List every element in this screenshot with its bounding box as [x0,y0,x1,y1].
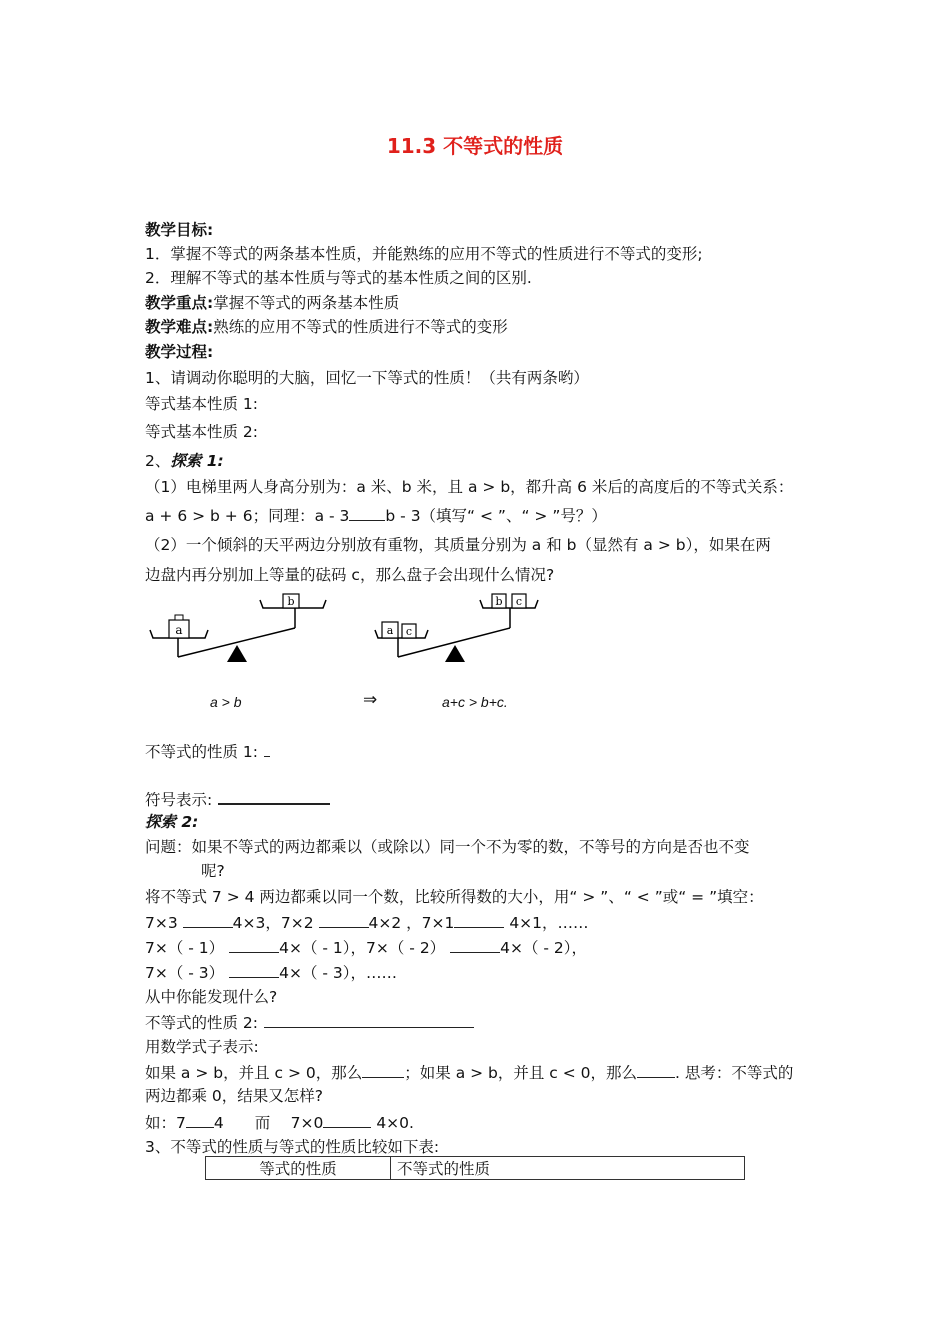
table-row [206,1157,745,1180]
answer-blank[interactable] [362,1062,404,1078]
if-text: 如果 a > b，并且 c > 0，那么 [145,1064,363,1082]
expr: 4×（ - 1），7×（ - 2） [279,939,446,957]
equality-prop-1: 等式基本性质 1: [145,395,259,413]
answer-blank[interactable] [186,1112,214,1128]
explore1-label: 2、 [145,452,171,470]
answer-blank[interactable] [229,937,279,953]
inequality-prop-1 [145,741,270,762]
discover-question: 从中你能发现什么? [145,988,278,1006]
formula-left: a > b [210,694,242,710]
if-text: . 思考：不等式的 [675,1064,794,1082]
formula-right: a+c > b+c. [442,694,508,710]
explore1-title: 探索 1: [170,452,224,470]
example-text: 4 而 7×0 [213,1114,324,1132]
weight-a-label: a [175,623,183,637]
inequality-prop-2-blank[interactable] [264,1012,474,1028]
table-header-equality: 等式的性质 [206,1157,391,1180]
table-header-inequality: 不等式的性质 [391,1157,745,1180]
example-text: 4×0. [376,1114,414,1132]
comparison-table [205,1156,745,1180]
explore1-q2-line1: （2）一个倾斜的天平两边分别放有重物，其质量分别为 a 和 b（显然有 a > b），如果在两 [145,536,771,554]
objective-2: 2．理解不等式的基本性质与等式的基本性质之间的区别. [145,269,532,287]
implies-arrow: ⇒ [363,690,378,709]
inequality-prop-1-blank[interactable] [264,741,270,757]
answer-blank[interactable] [319,912,369,928]
explore2-question-1: 问题：如果不等式的两边都乘以（或除以）同一个不为零的数，不等号的方向是否也不变 [145,838,750,856]
expr: 7×（ - 3） [145,964,225,982]
expr: 4×1，…… [509,914,589,932]
compare-row-2 [145,937,587,958]
symbol-label: 符号表示: [145,791,213,809]
key-point-text: 掌握不等式的两条基本性质 [213,294,400,312]
fulcrum-icon [227,645,247,662]
symbol-row [145,788,330,810]
key-point-label: 教学重点: [145,294,214,312]
fulcrum-icon [445,645,465,662]
explore2-instruction: 将不等式 7 > 4 两边都乘以同一个数，比较所得数的大小，用“ > ”、“ < ”或“ = ”填空： [145,888,764,906]
expr: 7×3 [145,914,178,932]
compare-row-3 [145,962,397,983]
explore1-q2-line2: 边盘内再分别加上等量的砝码 c，那么盘子会出现什么情况? [145,566,555,584]
example-line [145,1112,414,1133]
q1-answer-blank[interactable] [349,505,385,521]
weight-c-label: c [515,595,523,608]
q1-part-a: a + 6 > b + 6；同理：a - 3 [145,507,350,525]
compare-row-1 [145,912,589,933]
answer-blank[interactable] [229,962,279,978]
explore2-title: 探索 2: [145,813,199,831]
expr: 4×3，7×2 [232,914,314,932]
example-text: 如：7 [145,1114,186,1132]
step1-text: 1、请调动你聪明的大脑，回忆一下等式的性质！（共有两条哟） [145,369,589,387]
page-title: 11.3 不等式的性质 [386,134,564,158]
inequality-prop-2-label: 不等式的性质 2: [145,1014,259,1032]
inequality-prop-1-label: 不等式的性质 1: [145,743,259,761]
process-heading: 教学过程: [145,343,214,361]
expr: 4×（ - 3），…… [279,964,398,982]
explore1-q1: （1）电梯里两人身高分别为：a 米、b 米，且 a > b，都升高 6 米后的高度后的不等式关系： [145,478,794,496]
weight-b-label: b [495,595,503,608]
difficulty [145,317,508,337]
q1-part-b: b - 3（填写“ < ”、“ > ”号？） [385,507,607,525]
answer-blank[interactable] [454,912,504,928]
difficulty-text: 熟练的应用不等式的性质进行不等式的变形 [213,318,508,336]
weight-c-label: c [405,625,413,638]
if-line-1 [145,1062,793,1083]
weight-b-label: b [287,595,295,608]
symbol-blank[interactable] [218,788,330,805]
compare-intro: 3、不等式的性质与等式的性质比较如下表: [145,1138,440,1156]
weight-a-label: a [386,624,394,637]
answer-blank[interactable] [637,1062,675,1078]
expr: 4×（ - 2）， [500,939,588,957]
expr: 4×2 ，7×1 [368,914,455,932]
balance-figure-left [145,590,345,670]
answer-blank[interactable] [183,912,233,928]
difficulty-label: 教学难点: [145,318,214,336]
key-point [145,293,399,313]
inequality-prop-2 [145,1012,474,1033]
explore2-question-2: 呢? [201,862,225,880]
equality-prop-2: 等式基本性质 2: [145,423,259,441]
answer-blank[interactable] [323,1112,371,1128]
if-line-2: 两边都乘 0，结果又怎样? [145,1087,324,1105]
math-expression-label: 用数学式子表示: [145,1038,259,1056]
explore1-heading [145,451,224,471]
expr: 7×（ - 1） [145,939,225,957]
if-text: ；如果 a > b，并且 c < 0，那么 [404,1064,638,1082]
objective-1: 1．掌握不等式的两条基本性质，并能熟练的应用不等式的性质进行不等式的变形; [145,245,703,263]
objectives-heading: 教学目标: [145,221,214,239]
answer-blank[interactable] [450,937,500,953]
explore1-q1-line2 [145,505,607,526]
balance-figure-right [370,590,570,670]
